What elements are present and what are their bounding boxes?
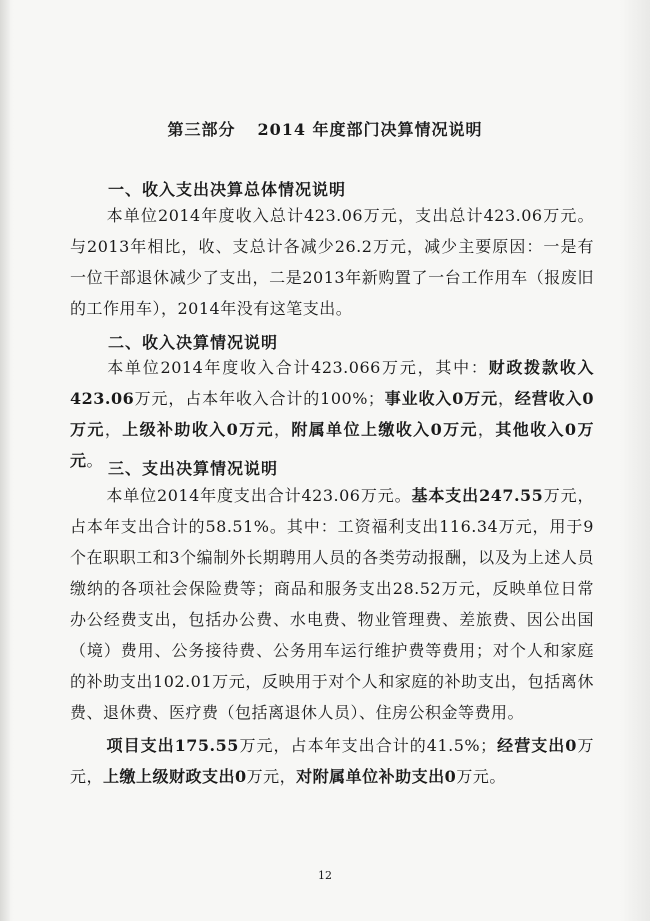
text-run: 万元， <box>246 767 297 786</box>
bold-text-run: 经营收入0万元 <box>70 389 594 439</box>
bold-text-run: 财政拨款收入423.06 <box>70 358 594 408</box>
bold-text-run: 经营支出0 <box>496 736 577 755</box>
section-1-paragraph <box>70 200 594 324</box>
section-heading-1: 一、收入支出决算总体情况说明 <box>108 180 347 199</box>
page-number: 12 <box>318 869 332 882</box>
section-heading-3: 三、支出决算情况说明 <box>108 459 279 478</box>
page-title <box>0 117 650 140</box>
text-run: 万元，占本年支出合计的58.51%。其中：工资福利支出116.34万元，用于9个在职职工和3个编制外长期聘用人员的各类劳动报酬，以及为上述人员缴纳的各项社会保险费等；商品和服务支出28.52万元，反映单位日常办公经费支出，包括办公费、水电费、物业管理费、差旅费、因公出国（境）费用、公务接待费、公务用车运行维护费等费用；对个人和家庭的补助支出102.01万元，反映用于对个人和家庭的补助支出，包括离休费、退休费、医疗费（包括离退休人员）、住房公积金等费用。 <box>70 486 594 722</box>
text-run: 本单位2014年度收入合计423.066万元，其中： <box>106 358 489 377</box>
text-run: ， <box>477 420 496 439</box>
section-heading-2: 二、收入决算情况说明 <box>108 333 279 352</box>
section-3-paragraph-1 <box>70 480 594 728</box>
section-3-paragraph-2 <box>70 730 594 792</box>
text-run: 万元，占本年收入合计的100%； <box>134 389 385 408</box>
bold-text-run: 事业收入0万元 <box>384 389 498 408</box>
text-run: 万元， <box>70 736 594 786</box>
bold-text-run: 对附属单位补助支出0 <box>296 767 457 786</box>
text-run: ， <box>273 420 292 439</box>
title-part: 第三部分 <box>167 120 236 139</box>
bold-text-run: 上级补助收入0万元 <box>122 420 274 439</box>
text-run: 本单位2014年度收入总计423.06万元，支出总计423.06万元。与2013年相比，收、支总计各减少26.2万元，减少主要原因：一是有一位干部退休减少了支出，二是2013年新购置了一台工作用车（报废旧的工作用车），2014年没有这笔支出。 <box>70 206 594 318</box>
text-run: ， <box>104 420 123 439</box>
bold-text-run: 上缴上级财政支出0 <box>103 767 247 786</box>
bold-text-run: 附属单位上缴收入0万元 <box>291 420 478 439</box>
text-run: 本单位2014年度支出合计423.06万元。 <box>106 486 412 505</box>
text-run: ， <box>498 389 515 408</box>
text-run: 。 <box>86 451 104 470</box>
title-text: 2014 年度部门决算情况说明 <box>257 120 483 139</box>
text-run: 万元。 <box>456 767 506 786</box>
bold-text-run: 其他收入0万元 <box>70 420 594 470</box>
bold-text-run: 项目支出175.55 <box>106 736 239 755</box>
text-run: 万元，占本年支出合计的41.5%； <box>238 736 497 755</box>
bold-text-run: 基本支出247.55 <box>411 486 544 505</box>
